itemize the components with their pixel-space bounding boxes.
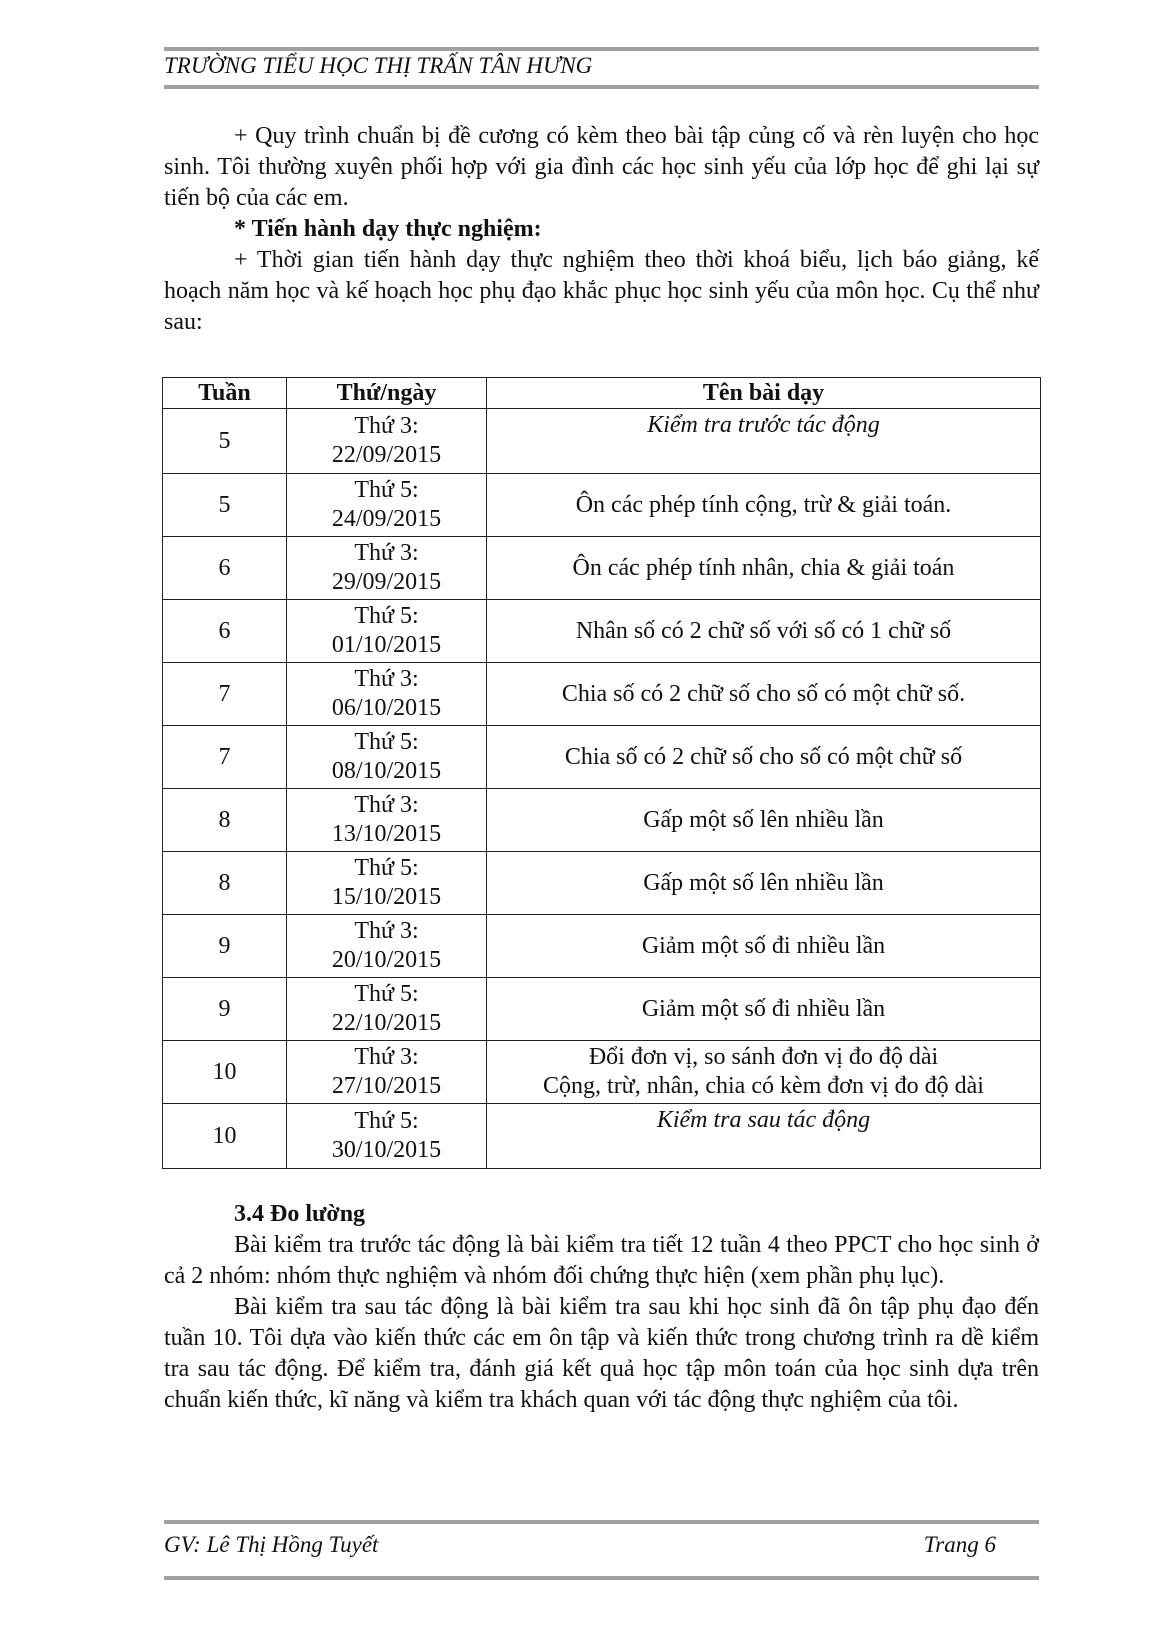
cell-lesson bbox=[487, 1104, 1041, 1169]
date-label: 30/10/2015 bbox=[331, 1137, 442, 1163]
intro-paragraph: + Quy trình chuẩn bị đề cương có kèm theo bài tập củng cố và rèn luyện cho học sinh. Tôi thường xuyên phối hợp với gia đình các học sinh yếu của lớp học để ghi lại sự tiến bộ của các em. bbox=[164, 123, 1039, 211]
cell-lesson bbox=[487, 852, 1041, 915]
table-row bbox=[163, 663, 1041, 726]
cell-lesson bbox=[487, 1041, 1041, 1104]
header-rule-bottom bbox=[164, 85, 1039, 89]
cell-week: 8 bbox=[163, 852, 287, 915]
table-row bbox=[163, 852, 1041, 915]
cell-week: 8 bbox=[163, 789, 287, 852]
footer-page: Trang 6 bbox=[923, 1532, 996, 1557]
cell-date bbox=[287, 537, 487, 600]
table-row bbox=[163, 726, 1041, 789]
date-label: 22/09/2015 bbox=[331, 442, 442, 468]
cell-lesson bbox=[487, 409, 1041, 474]
lesson-label: Gấp một số lên nhiều lần bbox=[643, 806, 884, 833]
section-measurement bbox=[164, 1199, 1039, 1416]
day-label: Thứ 5: bbox=[354, 603, 419, 629]
day-label: Thứ 3: bbox=[354, 413, 419, 439]
date-label: 22/10/2015 bbox=[331, 1010, 442, 1036]
cell-lesson bbox=[487, 600, 1041, 663]
cell-date bbox=[287, 726, 487, 789]
lesson-label: Giảm một số đi nhiều lần bbox=[641, 932, 886, 959]
cell-lesson bbox=[487, 726, 1041, 789]
section-paragraph: Bài kiểm tra sau tác động là bài kiểm tra sau khi học sinh đã ôn tập phụ đạo đến tuần 10. Tôi dựa vào kiến thức các em ôn tập và kiến thức trong chương trình ra dề kiểm tra sau tác động. Để kiểm tra, đánh giá kết quả học tập môn toán của học sinh dựa trên chuẩn kiến thức, kĩ năng và kiểm tra khách quan với tác động thực nghiệm của tôi. bbox=[164, 1294, 1039, 1413]
day-label: Thứ 3: bbox=[354, 1044, 419, 1070]
cell-week: 10 bbox=[163, 1104, 287, 1169]
col-header-day: Thứ/ngày bbox=[287, 378, 487, 409]
cell-lesson bbox=[487, 663, 1041, 726]
header-school: TRƯỜNG TIỂU HỌC THỊ TRẤN TÂN HƯNG bbox=[164, 53, 593, 78]
intro-paragraph: + Thời gian tiến hành dạy thực nghiệm theo thời khoá biểu, lịch báo giảng, kế hoạch năm học và kế hoạch học phụ đạo khắc phục học sinh yếu của môn học. Cụ thể như sau: bbox=[164, 247, 1039, 335]
day-label: Thứ 5: bbox=[354, 981, 419, 1007]
intro-heading: * Tiến hành dạy thực nghiệm: bbox=[234, 216, 542, 242]
col-header-week: Tuần bbox=[163, 378, 287, 409]
header-rule-top bbox=[164, 47, 1039, 51]
schedule-table bbox=[162, 377, 1041, 1169]
lesson-label: Đổi đơn vị, so sánh đơn vị đo độ dài bbox=[588, 1044, 939, 1070]
cell-lesson bbox=[487, 474, 1041, 537]
cell-date bbox=[287, 789, 487, 852]
table-row bbox=[163, 1104, 1041, 1169]
cell-week: 9 bbox=[163, 978, 287, 1041]
cell-date bbox=[287, 852, 487, 915]
date-label: 08/10/2015 bbox=[331, 758, 442, 784]
table-row bbox=[163, 789, 1041, 852]
cell-week: 6 bbox=[163, 537, 287, 600]
lesson-label: Chia số có 2 chữ số cho số có một chữ số bbox=[564, 743, 963, 770]
day-label: Thứ 3: bbox=[354, 792, 419, 818]
date-label: 13/10/2015 bbox=[331, 821, 442, 847]
cell-lesson bbox=[487, 915, 1041, 978]
lesson-label: Kiểm tra trước tác động bbox=[647, 412, 880, 438]
day-label: Thứ 5: bbox=[354, 1108, 419, 1134]
day-label: Thứ 3: bbox=[354, 918, 419, 944]
lesson-label: Giảm một số đi nhiều lần bbox=[641, 995, 886, 1022]
cell-week: 9 bbox=[163, 915, 287, 978]
cell-date bbox=[287, 1041, 487, 1104]
cell-date bbox=[287, 474, 487, 537]
table-row bbox=[163, 474, 1041, 537]
cell-week: 7 bbox=[163, 726, 287, 789]
lesson-label: Gấp một số lên nhiều lần bbox=[643, 869, 884, 896]
cell-date bbox=[287, 915, 487, 978]
day-label: Thứ 5: bbox=[354, 477, 419, 503]
day-label: Thứ 3: bbox=[354, 666, 419, 692]
cell-lesson bbox=[487, 978, 1041, 1041]
cell-lesson bbox=[487, 789, 1041, 852]
cell-date bbox=[287, 663, 487, 726]
table-row bbox=[163, 915, 1041, 978]
lesson-label: Kiểm tra sau tác động bbox=[656, 1107, 871, 1133]
date-label: 06/10/2015 bbox=[331, 695, 442, 721]
cell-date bbox=[287, 1104, 487, 1169]
date-label: 20/10/2015 bbox=[331, 947, 442, 973]
lesson-label: Chia số có 2 chữ số cho số có một chữ số. bbox=[561, 680, 966, 707]
date-label: 15/10/2015 bbox=[331, 884, 442, 910]
section-heading: 3.4 Đo lường bbox=[234, 1201, 366, 1227]
date-label: 24/09/2015 bbox=[331, 506, 442, 532]
cell-week: 5 bbox=[163, 474, 287, 537]
col-header-lesson: Tên bài dạy bbox=[487, 378, 1041, 409]
lesson-label-2: Cộng, trừ, nhân, chia có kèm đơn vị đo độ dài bbox=[543, 1073, 984, 1099]
lesson-label: Ôn các phép tính cộng, trừ & giải toán. bbox=[575, 491, 952, 518]
footer-rule-top bbox=[164, 1520, 1039, 1524]
lesson-label: Nhân số có 2 chữ số với số có 1 chữ số bbox=[575, 617, 952, 644]
date-label: 01/10/2015 bbox=[331, 632, 442, 658]
date-label: 29/09/2015 bbox=[331, 569, 442, 595]
lesson-label: Ôn các phép tính nhân, chia & giải toán bbox=[572, 554, 955, 581]
cell-week: 5 bbox=[163, 409, 287, 474]
intro bbox=[164, 121, 1039, 338]
day-label: Thứ 3: bbox=[354, 540, 419, 566]
footer-author: GV: Lê Thị Hồng Tuyết bbox=[164, 1532, 379, 1557]
cell-week: 7 bbox=[163, 663, 287, 726]
day-label: Thứ 5: bbox=[354, 855, 419, 881]
table-row bbox=[163, 600, 1041, 663]
table-row bbox=[163, 1041, 1041, 1104]
table-row bbox=[163, 409, 1041, 474]
date-label: 27/10/2015 bbox=[331, 1073, 442, 1099]
cell-lesson bbox=[487, 537, 1041, 600]
footer-rule-bottom bbox=[164, 1576, 1039, 1580]
cell-week: 10 bbox=[163, 1041, 287, 1104]
table-row bbox=[163, 978, 1041, 1041]
cell-date bbox=[287, 409, 487, 474]
cell-week: 6 bbox=[163, 600, 287, 663]
day-label: Thứ 5: bbox=[354, 729, 419, 755]
cell-date bbox=[287, 978, 487, 1041]
cell-date bbox=[287, 600, 487, 663]
section-paragraph: Bài kiểm tra trước tác động là bài kiểm tra tiết 12 tuần 4 theo PPCT cho học sinh ở cả 2 nhóm: nhóm thực nghiệm và nhóm đối chứng thực hiện (xem phần phụ lục). bbox=[164, 1232, 1039, 1289]
table-row bbox=[163, 537, 1041, 600]
